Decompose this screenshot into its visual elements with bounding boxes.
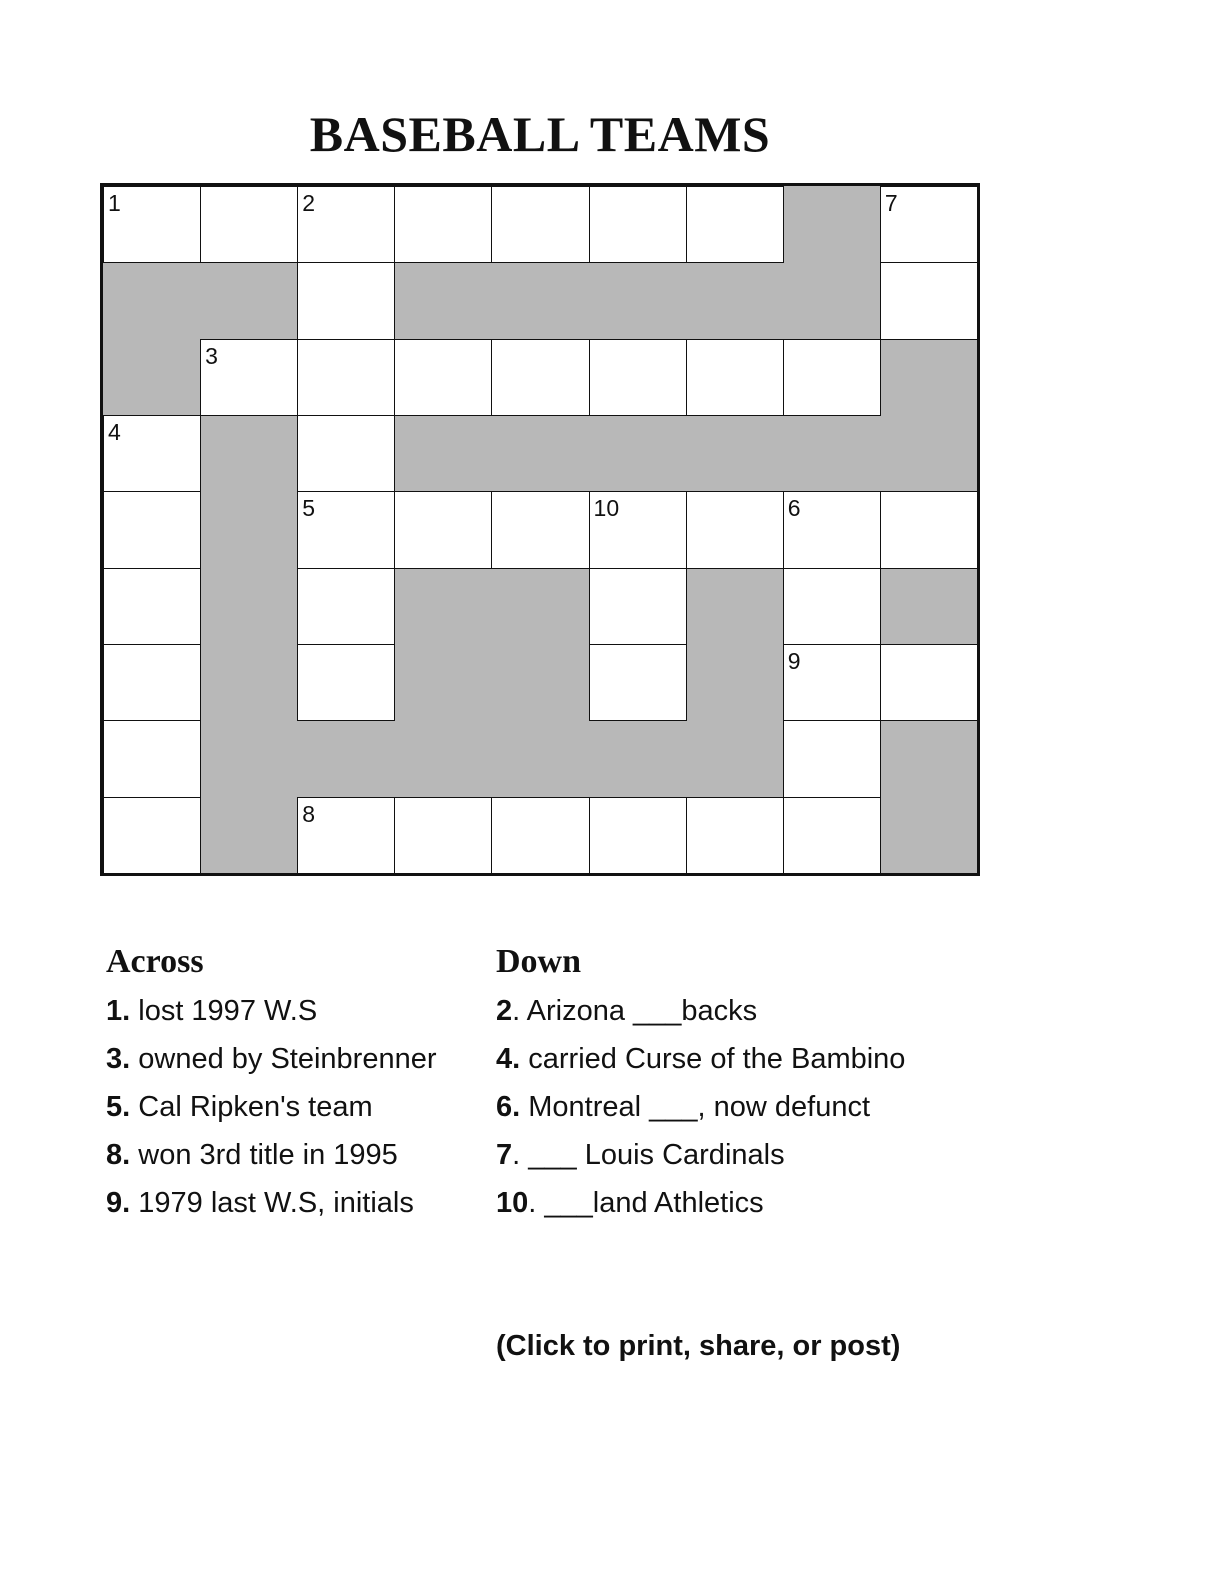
crossword-cell[interactable] <box>783 491 881 568</box>
cell-number: 9 <box>787 648 801 674</box>
crossword-cell[interactable] <box>394 797 492 874</box>
crossword-cell[interactable] <box>394 491 492 568</box>
crossword-cell[interactable] <box>103 568 201 645</box>
down-clue[interactable] <box>496 1179 905 1227</box>
crossword-cell[interactable] <box>297 568 395 645</box>
crossword-cell[interactable] <box>589 339 687 416</box>
clue-text: . ___ Louis Cardinals <box>512 1139 785 1171</box>
crossword-cell[interactable] <box>491 491 589 568</box>
clue-text: . Arizona ___backs <box>512 995 758 1027</box>
down-clues <box>496 942 905 1227</box>
clue-number: 4. <box>496 1043 521 1075</box>
crossword-cell[interactable] <box>103 415 201 492</box>
crossword-cell[interactable] <box>103 491 201 568</box>
across-heading: Across <box>106 943 204 980</box>
crossword-cell[interactable] <box>589 568 687 645</box>
across-clue[interactable] <box>106 1179 437 1227</box>
crossword-cell[interactable] <box>103 186 201 263</box>
crossword-cell[interactable] <box>783 720 881 797</box>
crossword-cell[interactable] <box>880 186 978 263</box>
crossword-cell[interactable] <box>103 720 201 797</box>
crossword-cell[interactable] <box>783 644 881 721</box>
crossword-cell[interactable] <box>297 491 395 568</box>
cell-number: 8 <box>302 800 316 827</box>
crossword-cell[interactable] <box>589 186 687 263</box>
crossword-cell[interactable] <box>103 797 201 874</box>
clue-number: 7 <box>496 1139 513 1171</box>
clue-number: 5. <box>106 1091 131 1123</box>
crossword-cell[interactable] <box>297 797 395 874</box>
cell-number: 7 <box>884 190 898 216</box>
clue-text: carried Curse of the Bambino <box>520 1043 906 1075</box>
across-clues <box>106 942 437 1227</box>
crossword-cell[interactable] <box>200 339 298 416</box>
down-clue[interactable] <box>496 1035 905 1083</box>
clue-text: Montreal ___, now defunct <box>520 1091 871 1123</box>
down-heading: Down <box>496 943 582 980</box>
clue-number: 10 <box>496 1187 529 1219</box>
cell-number: 10 <box>593 495 620 522</box>
across-clue[interactable] <box>106 1083 437 1131</box>
crossword-cell[interactable] <box>297 186 395 263</box>
down-clue[interactable] <box>496 1131 905 1179</box>
clue-text: owned by Steinbrenner <box>130 1043 437 1075</box>
cell-number: 5 <box>302 495 316 522</box>
cell-number: 6 <box>787 495 801 522</box>
crossword-cell[interactable] <box>686 186 784 263</box>
crossword-cell[interactable] <box>491 797 589 874</box>
crossword-cell[interactable] <box>783 797 881 874</box>
crossword-cell[interactable] <box>783 568 881 645</box>
crossword-cell[interactable] <box>297 339 395 416</box>
crossword-cell[interactable] <box>297 644 395 721</box>
cell-number: 3 <box>205 342 218 369</box>
print-share-link[interactable]: (Click to print, share, or post) <box>496 1330 901 1362</box>
across-clue[interactable] <box>106 1035 437 1083</box>
crossword-cell[interactable] <box>880 644 978 721</box>
clue-number: 9. <box>106 1187 131 1219</box>
crossword-cell[interactable] <box>686 797 784 874</box>
crossword-cell[interactable] <box>394 339 492 416</box>
crossword-cell[interactable] <box>297 262 395 339</box>
clue-number: 1. <box>106 995 131 1027</box>
cell-number: 2 <box>302 190 316 216</box>
crossword-grid <box>100 183 980 876</box>
puzzle-title: BASEBALL TEAMS <box>309 106 771 162</box>
clue-text: . ___land Athletics <box>528 1187 764 1219</box>
crossword-cell[interactable] <box>589 644 687 721</box>
crossword-cell[interactable] <box>491 186 589 263</box>
across-clue[interactable] <box>106 1131 437 1179</box>
crossword-cell[interactable] <box>880 491 978 568</box>
crossword-cell[interactable] <box>297 415 395 492</box>
crossword-cell[interactable] <box>686 339 784 416</box>
clue-text: Cal Ripken's team <box>130 1091 373 1123</box>
crossword-cell[interactable] <box>103 644 201 721</box>
crossword-cell[interactable] <box>589 797 687 874</box>
down-clue[interactable] <box>496 987 905 1035</box>
clue-text: won 3rd title in 1995 <box>130 1139 398 1171</box>
crossword-cell[interactable] <box>200 186 298 263</box>
crossword-cell[interactable] <box>491 339 589 416</box>
clue-number: 8. <box>106 1139 131 1171</box>
clue-text: lost 1997 W.S <box>130 995 318 1027</box>
clue-number: 3. <box>106 1043 131 1075</box>
clue-number: 6. <box>496 1091 521 1123</box>
across-clue[interactable] <box>106 987 437 1035</box>
clue-number: 2 <box>496 995 513 1027</box>
crossword-cell[interactable] <box>394 186 492 263</box>
crossword-cell[interactable] <box>589 491 687 568</box>
down-clue[interactable] <box>496 1083 905 1131</box>
cell-number: 4 <box>108 419 121 445</box>
clue-text: 1979 last W.S, initials <box>130 1187 414 1219</box>
cell-number: 1 <box>108 190 121 216</box>
crossword-cell[interactable] <box>880 262 978 339</box>
crossword-cell[interactable] <box>686 491 784 568</box>
crossword-cell[interactable] <box>783 339 881 416</box>
